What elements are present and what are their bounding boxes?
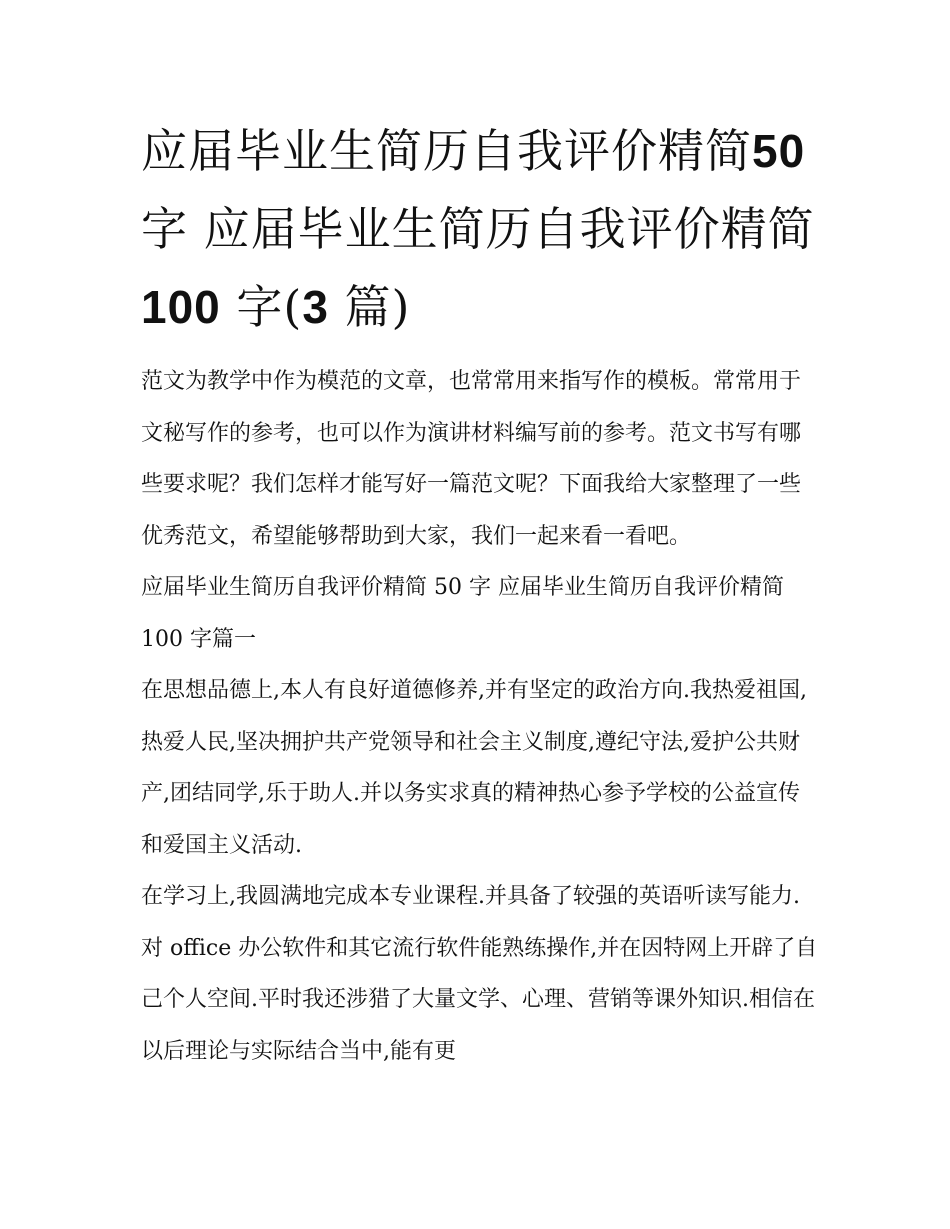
title-number: 100 [141, 281, 221, 333]
document-body [141, 356, 821, 1077]
title-number: 3 [302, 281, 329, 333]
intro-paragraph: 范文为教学中作为模范的文章，也常常用来指写作的模板。常常用于文秘写作的参考，也可以作为演讲材料编写前的参考。范文书写有哪些要求呢？我们怎样才能写好一篇范文呢？下面我给大家整理了一些优秀范文，希望能够帮助到大家，我们一起来看一看吧。 [141, 369, 802, 549]
document-page [141, 112, 821, 1077]
title-number: 50 [752, 125, 806, 177]
section-heading: 应届毕业生简历自我评价精简 50 字 应届毕业生简历自我评价精简 100 字篇一 [141, 575, 784, 652]
title-part: 篇) [328, 280, 411, 334]
title-part: 应届毕业生简历自我评价精简 [141, 124, 752, 178]
body-paragraph: 在学习上,我圆满地完成本专业课程.并具备了较强的英语听读写能力.对 office 办公软件和其它流行软件能熟练操作,并在因特网上开辟了自己个人空间.平时我还涉猎了大量文学、心理、营销等课外知识.相信在以后理论与实际结合当中,能有更 [141, 884, 818, 1064]
title-part: 字( [220, 280, 303, 334]
title-part: 字 应届毕业生简历自我评价精简 [141, 202, 815, 256]
document-title [141, 112, 821, 346]
body-paragraph: 在思想品德上,本人有良好道德修养,并有坚定的政治方向.我热爱祖国,热爱人民,坚决拥护共产党领导和社会主义制度,遵纪守法,爱护公共财产,团结同学,乐于助人.并以务实求真的精神热心参予学校的公益宣传和爱国主义活动. [141, 678, 807, 858]
